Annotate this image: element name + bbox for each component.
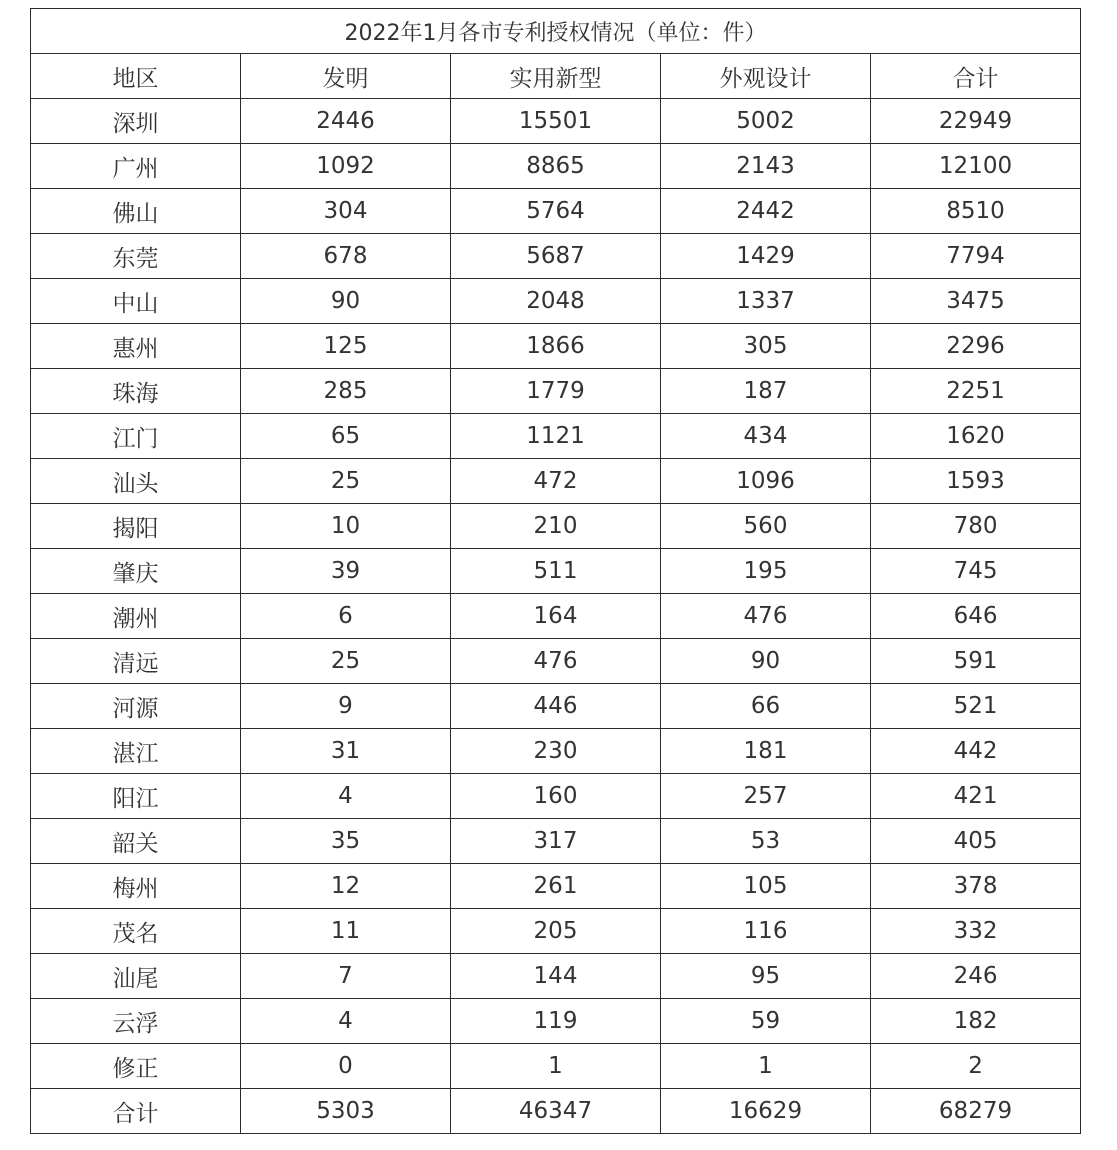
value-cell: 160 [451, 774, 661, 819]
value-cell: 11 [241, 909, 451, 954]
value-cell: 442 [871, 729, 1081, 774]
table-row [31, 909, 1081, 954]
region-cell: 韶关 [31, 819, 241, 864]
value-cell: 1 [451, 1044, 661, 1089]
value-cell: 195 [661, 549, 871, 594]
table-row [31, 144, 1081, 189]
value-cell: 7 [241, 954, 451, 999]
total-row [31, 1089, 1081, 1134]
value-cell: 2446 [241, 99, 451, 144]
table-title-row [31, 9, 1081, 54]
value-cell: 22949 [871, 99, 1081, 144]
value-cell: 560 [661, 504, 871, 549]
table-row [31, 459, 1081, 504]
table-row [31, 819, 1081, 864]
value-cell: 2296 [871, 324, 1081, 369]
value-cell: 405 [871, 819, 1081, 864]
value-cell: 1866 [451, 324, 661, 369]
value-cell: 261 [451, 864, 661, 909]
value-cell: 230 [451, 729, 661, 774]
value-cell: 1092 [241, 144, 451, 189]
value-cell: 90 [661, 639, 871, 684]
region-cell: 江门 [31, 414, 241, 459]
value-cell: 476 [661, 594, 871, 639]
region-cell: 修正 [31, 1044, 241, 1089]
value-cell: 332 [871, 909, 1081, 954]
value-cell: 246 [871, 954, 1081, 999]
table-row [31, 99, 1081, 144]
region-cell: 惠州 [31, 324, 241, 369]
value-cell: 511 [451, 549, 661, 594]
value-cell: 421 [871, 774, 1081, 819]
value-cell: 1429 [661, 234, 871, 279]
value-cell: 25 [241, 639, 451, 684]
region-cell: 佛山 [31, 189, 241, 234]
value-cell: 591 [871, 639, 1081, 684]
value-cell: 1620 [871, 414, 1081, 459]
value-cell: 2251 [871, 369, 1081, 414]
value-cell: 5303 [241, 1089, 451, 1134]
column-header: 合计 [871, 54, 1081, 99]
value-cell: 1593 [871, 459, 1081, 504]
value-cell: 476 [451, 639, 661, 684]
value-cell: 125 [241, 324, 451, 369]
value-cell: 90 [241, 279, 451, 324]
value-cell: 4 [241, 999, 451, 1044]
value-cell: 164 [451, 594, 661, 639]
value-cell: 5764 [451, 189, 661, 234]
value-cell: 5687 [451, 234, 661, 279]
table-row [31, 324, 1081, 369]
value-cell: 12 [241, 864, 451, 909]
table-row [31, 504, 1081, 549]
region-cell: 云浮 [31, 999, 241, 1044]
table-row [31, 234, 1081, 279]
value-cell: 68279 [871, 1089, 1081, 1134]
value-cell: 210 [451, 504, 661, 549]
value-cell: 116 [661, 909, 871, 954]
table-row [31, 639, 1081, 684]
value-cell: 65 [241, 414, 451, 459]
table-title: 2022年1月各市专利授权情况（单位：件） [31, 9, 1081, 54]
value-cell: 2048 [451, 279, 661, 324]
table-row [31, 954, 1081, 999]
table-row [31, 774, 1081, 819]
region-cell: 茂名 [31, 909, 241, 954]
column-header: 发明 [241, 54, 451, 99]
value-cell: 105 [661, 864, 871, 909]
value-cell: 9 [241, 684, 451, 729]
value-cell: 8865 [451, 144, 661, 189]
value-cell: 472 [451, 459, 661, 504]
column-header: 外观设计 [661, 54, 871, 99]
value-cell: 646 [871, 594, 1081, 639]
value-cell: 144 [451, 954, 661, 999]
value-cell: 3475 [871, 279, 1081, 324]
value-cell: 16629 [661, 1089, 871, 1134]
table-row [31, 864, 1081, 909]
region-cell: 潮州 [31, 594, 241, 639]
value-cell: 187 [661, 369, 871, 414]
region-cell: 东莞 [31, 234, 241, 279]
value-cell: 12100 [871, 144, 1081, 189]
value-cell: 304 [241, 189, 451, 234]
region-cell: 深圳 [31, 99, 241, 144]
value-cell: 257 [661, 774, 871, 819]
value-cell: 317 [451, 819, 661, 864]
value-cell: 1096 [661, 459, 871, 504]
value-cell: 2 [871, 1044, 1081, 1089]
table-row [31, 999, 1081, 1044]
table-row [31, 549, 1081, 594]
region-cell: 肇庆 [31, 549, 241, 594]
value-cell: 39 [241, 549, 451, 594]
value-cell: 182 [871, 999, 1081, 1044]
value-cell: 59 [661, 999, 871, 1044]
region-cell: 中山 [31, 279, 241, 324]
table-row [31, 594, 1081, 639]
value-cell: 434 [661, 414, 871, 459]
value-cell: 305 [661, 324, 871, 369]
value-cell: 31 [241, 729, 451, 774]
value-cell: 15501 [451, 99, 661, 144]
value-cell: 6 [241, 594, 451, 639]
region-cell: 汕头 [31, 459, 241, 504]
patent-grant-table [30, 8, 1081, 1134]
value-cell: 745 [871, 549, 1081, 594]
value-cell: 1121 [451, 414, 661, 459]
value-cell: 2442 [661, 189, 871, 234]
region-cell: 湛江 [31, 729, 241, 774]
column-header: 实用新型 [451, 54, 661, 99]
value-cell: 205 [451, 909, 661, 954]
value-cell: 2143 [661, 144, 871, 189]
region-cell: 合计 [31, 1089, 241, 1134]
region-cell: 河源 [31, 684, 241, 729]
value-cell: 780 [871, 504, 1081, 549]
region-cell: 汕尾 [31, 954, 241, 999]
table-row [31, 684, 1081, 729]
value-cell: 678 [241, 234, 451, 279]
region-cell: 阳江 [31, 774, 241, 819]
table-row [31, 1044, 1081, 1089]
table-row [31, 729, 1081, 774]
value-cell: 1779 [451, 369, 661, 414]
value-cell: 5002 [661, 99, 871, 144]
value-cell: 119 [451, 999, 661, 1044]
value-cell: 285 [241, 369, 451, 414]
value-cell: 7794 [871, 234, 1081, 279]
value-cell: 1 [661, 1044, 871, 1089]
value-cell: 8510 [871, 189, 1081, 234]
table-row [31, 279, 1081, 324]
table-row [31, 189, 1081, 234]
value-cell: 66 [661, 684, 871, 729]
value-cell: 35 [241, 819, 451, 864]
value-cell: 46347 [451, 1089, 661, 1134]
value-cell: 4 [241, 774, 451, 819]
region-cell: 梅州 [31, 864, 241, 909]
table-row [31, 369, 1081, 414]
region-cell: 广州 [31, 144, 241, 189]
column-header: 地区 [31, 54, 241, 99]
region-cell: 揭阳 [31, 504, 241, 549]
value-cell: 181 [661, 729, 871, 774]
table-header-row [31, 54, 1081, 99]
value-cell: 95 [661, 954, 871, 999]
region-cell: 珠海 [31, 369, 241, 414]
value-cell: 1337 [661, 279, 871, 324]
value-cell: 10 [241, 504, 451, 549]
value-cell: 446 [451, 684, 661, 729]
value-cell: 53 [661, 819, 871, 864]
value-cell: 378 [871, 864, 1081, 909]
value-cell: 521 [871, 684, 1081, 729]
table-row [31, 414, 1081, 459]
region-cell: 清远 [31, 639, 241, 684]
value-cell: 25 [241, 459, 451, 504]
value-cell: 0 [241, 1044, 451, 1089]
